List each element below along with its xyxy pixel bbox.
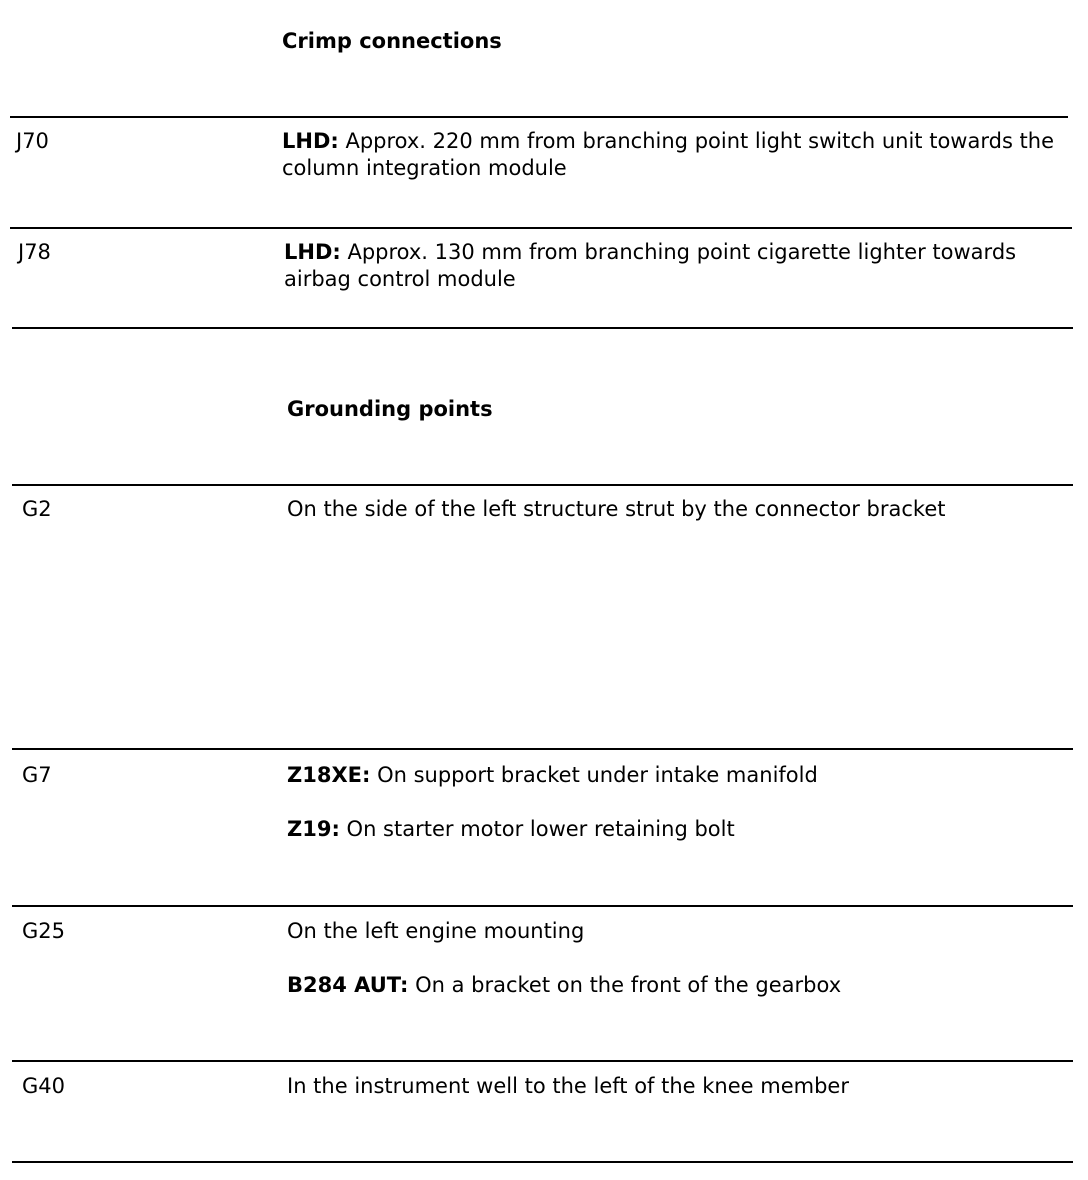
row-code: G2 [22, 497, 52, 521]
table-rule [12, 905, 1073, 907]
row-description [282, 128, 1072, 182]
table-rule [12, 1161, 1073, 1163]
row-description [287, 1073, 1077, 1100]
description-text: On the side of the left structure strut by the connector bracket [287, 497, 946, 521]
qualifier: LHD: [284, 240, 341, 264]
description-text: On starter motor lower retaining bolt [339, 817, 735, 841]
table-rule [12, 1060, 1073, 1062]
row-description [287, 496, 1077, 523]
row-code: G7 [22, 763, 52, 787]
table-rule [10, 227, 1072, 229]
description-text: On a bracket on the front of the gearbox [408, 973, 842, 997]
section-title-grounding: Grounding points [287, 397, 493, 421]
row-description [287, 762, 1077, 843]
description-text: On the left engine mounting [287, 919, 585, 943]
qualifier: LHD: [282, 129, 339, 153]
row-code: G40 [22, 1074, 65, 1098]
row-code: J70 [16, 129, 49, 153]
description-text: On support bracket under intake manifold [370, 763, 818, 787]
row-description [287, 918, 1077, 999]
description-text: Approx. 130 mm from branching point cigarette lighter towards airbag control module [284, 240, 1017, 291]
row-code: J78 [18, 240, 51, 264]
description-text: In the instrument well to the left of the knee member [287, 1074, 849, 1098]
description-text: Approx. 220 mm from branching point light switch unit towards the column integration module [282, 129, 1055, 180]
qualifier: Z18XE: [287, 763, 371, 787]
table-rule [12, 748, 1073, 750]
row-description [284, 239, 1074, 293]
table-rule [10, 116, 1068, 118]
qualifier: B284 AUT: [287, 973, 409, 997]
table-rule [12, 327, 1073, 329]
row-code: G25 [22, 919, 65, 943]
section-title-crimp: Crimp connections [282, 29, 502, 53]
qualifier: Z19: [287, 817, 340, 841]
table-rule [12, 484, 1073, 486]
